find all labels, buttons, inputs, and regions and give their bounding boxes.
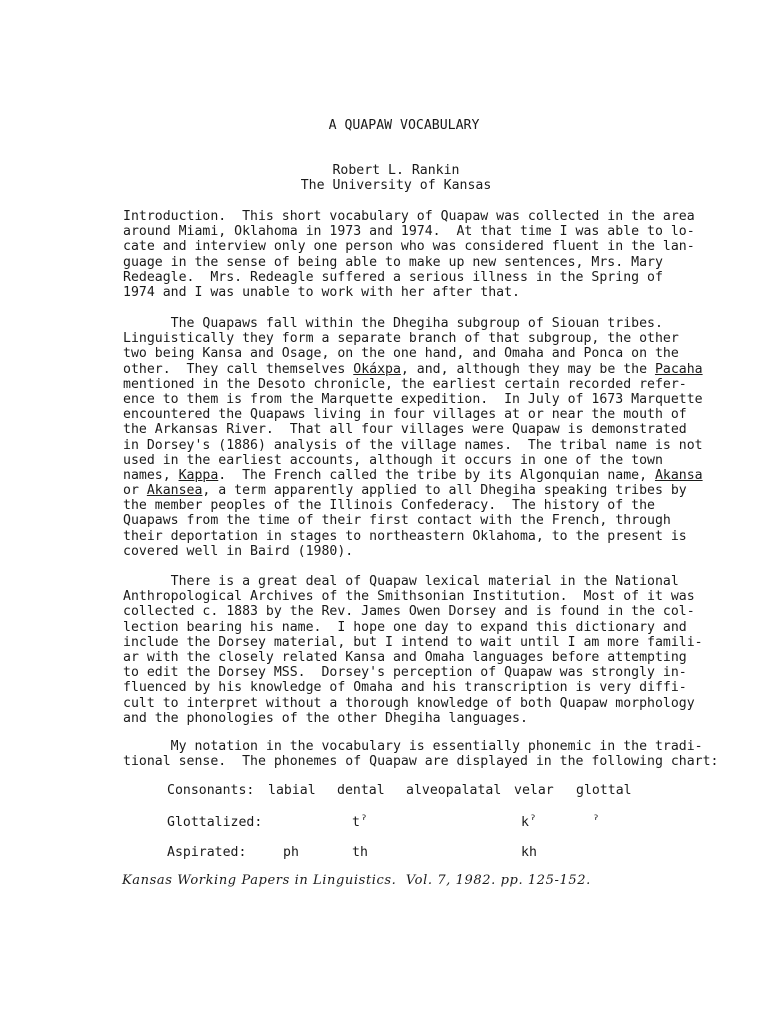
- paragraph-notation: [123, 739, 719, 770]
- term-okaxpa: Okáxpa: [353, 361, 401, 377]
- text-line: and the phonologies of the other Dhegiha languages.: [123, 710, 528, 726]
- text-line: around Miami, Oklahoma in 1973 and 1974. At that time I was able to lo-: [123, 224, 695, 240]
- text-line: covered well in Baird (1980).: [123, 543, 354, 559]
- text-line: the Arkansas River. That all four villages were Quapaw is demonstrated: [123, 422, 687, 438]
- chart-row-label: Aspirated:: [167, 845, 247, 860]
- text-line: tional sense. The phonemes of Quapaw are displayed in the following chart:: [123, 754, 719, 770]
- text-line: lection bearing his name. I hope one day to expand this dictionary and: [123, 619, 687, 635]
- text-line: their deportation in stages to northeastern Oklahoma, to the present is: [123, 528, 687, 544]
- text-segment: or: [123, 483, 147, 499]
- chart-col-labial: labial: [268, 783, 316, 798]
- document-title: A QUAPAW VOCABULARY: [328, 118, 480, 133]
- text-segment: . The French called the tribe by its Algonquian name,: [218, 467, 655, 483]
- paragraph-archives: [123, 574, 703, 726]
- term-kappa: Kappa: [178, 467, 219, 483]
- text-segment: names,: [123, 467, 179, 483]
- text-line: ence to them is from the Marquette expedition. In July of 1673 Marquette: [123, 391, 703, 407]
- text-line: used in the earliest accounts, although it occurs in one of the town: [123, 452, 663, 468]
- text-line: to edit the Dorsey MSS. Dorsey's perception of Quapaw was strongly in-: [123, 665, 687, 681]
- text-line: The Quapaws fall within the Dhegiha subgroup of Siouan tribes.: [123, 316, 663, 331]
- text-line: My notation in the vocabulary is essentially phonemic in the tradi-: [123, 739, 703, 754]
- text-line: guage in the sense of being able to make up new sentences, Mrs. Mary: [123, 254, 663, 270]
- text-line: two being Kansa and Osage, on the one hand, and Omaha and Ponca on the: [123, 346, 679, 362]
- text-line: Linguistically they form a separate branch of that subgroup, the other: [123, 331, 679, 347]
- chart-row-glottalized: [0, 815, 768, 831]
- paragraph-quapaw-history: [123, 316, 703, 559]
- text-segment: , a term apparently applied to all Dhegiha speaking tribes by: [202, 483, 687, 499]
- term-akansa: Akansa: [654, 467, 703, 483]
- text-line: fluenced by his knowledge of Omaha and his transcription is very diffi-: [123, 680, 687, 696]
- text-line: the member peoples of the Illinois Confederacy. The history of the: [123, 498, 655, 514]
- chart-cell-velar: kˀ: [521, 815, 537, 830]
- term-akansea: Akansea: [146, 483, 203, 499]
- text-line: collected c. 1883 by the Rev. James Owen Dorsey and is found in the col-: [123, 604, 695, 620]
- text-line: in Dorsey's (1886) analysis of the village names. The tribal name is not: [123, 437, 703, 453]
- chart-cell-dental: th: [352, 845, 368, 860]
- text-line: [123, 468, 703, 483]
- author-name: Robert L. Rankin: [332, 163, 460, 178]
- text-line: Introduction. This short vocabulary of Quapaw was collected in the area: [123, 209, 695, 224]
- paragraph-introduction: [123, 209, 703, 300]
- text-line: cult to interpret without a thorough knowledge of both Quapaw morphology: [123, 695, 695, 711]
- chart-row-label: Glottalized:: [167, 815, 263, 830]
- chart-cell-glottal: ˀ: [592, 815, 600, 830]
- journal-citation: Kansas Working Papers in Linguistics. Vol. 7, 1982. pp. 125-152.: [122, 873, 591, 888]
- chart-col-dental: dental: [337, 783, 385, 798]
- chart-row-label: Consonants:: [167, 783, 255, 798]
- text-line: ar with the closely related Kansa and Omaha languages before attempting: [123, 649, 687, 665]
- text-segment: , and, although they may be the: [400, 361, 655, 377]
- chart-row-aspirated: [0, 845, 768, 861]
- text-line: Quapaws from the time of their first contact with the French, through: [123, 513, 671, 529]
- author-affiliation: The University of Kansas: [300, 178, 492, 193]
- chart-cell-labial: ph: [283, 845, 299, 860]
- text-line: [123, 362, 703, 377]
- text-line: include the Dorsey material, but I intend to wait until I am more famili-: [123, 634, 703, 650]
- text-line: mentioned in the Desoto chronicle, the earliest certain recorded refer-: [123, 376, 687, 392]
- chart-cell-dental: tˀ: [352, 815, 368, 830]
- chart-col-alveopalatal: alveopalatal: [406, 783, 502, 798]
- chart-cell-velar: kh: [521, 845, 537, 860]
- term-pacaha: Pacaha: [654, 361, 703, 377]
- text-line: Anthropological Archives of the Smithsonian Institution. Most of it was: [123, 589, 695, 605]
- text-line: [123, 483, 703, 498]
- chart-header-row: [0, 783, 768, 799]
- text-line: cate and interview only one person who was considered fluent in the lan-: [123, 239, 695, 255]
- text-line: Redeagle. Mrs. Redeagle suffered a serious illness in the Spring of: [123, 269, 663, 285]
- text-line: There is a great deal of Quapaw lexical material in the National: [123, 574, 679, 589]
- chart-col-velar: velar: [514, 783, 554, 798]
- chart-col-glottal: glottal: [576, 783, 632, 798]
- text-line: encountered the Quapaws living in four villages at or near the mouth of: [123, 407, 687, 423]
- text-line: 1974 and I was unable to work with her after that.: [123, 284, 520, 300]
- text-segment: other. They call themselves: [123, 361, 354, 377]
